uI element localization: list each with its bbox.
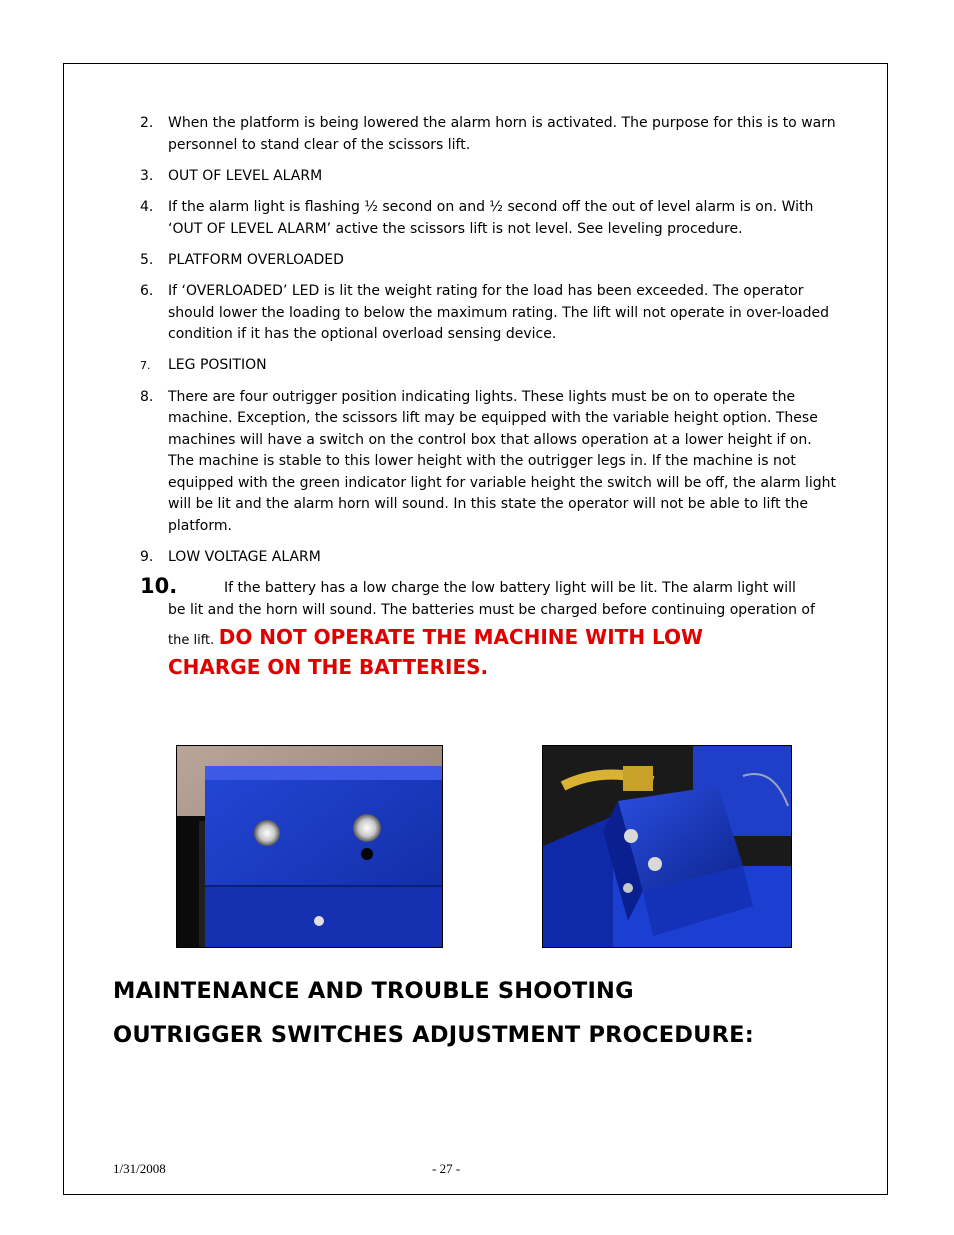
item-text: LEG POSITION (168, 357, 267, 374)
item-text: PLATFORM OVERLOADED (168, 251, 344, 268)
item-text: If ‘OVERLOADED’ LED is lit the weight rating for the load has been exceeded. The operator should lower the loading to below the maximum rating. The lift will not operate in over-loaded condition if it has the optional overload sensing device. (168, 282, 829, 343)
list-item (140, 250, 840, 272)
item-text-line (140, 622, 840, 652)
warning-text: DO NOT OPERATE THE MACHINE WITH LOW (218, 624, 704, 649)
item-number: 2. (140, 115, 154, 131)
list-item (140, 547, 840, 569)
switch-photo-angled (542, 745, 792, 948)
list-item (140, 387, 840, 538)
item-text: OUT OF LEVEL ALARM (168, 167, 323, 184)
item-number: 8. (140, 388, 154, 405)
item-text-line: If the battery has a low charge the low battery light will be lit. The alarm light will (224, 580, 796, 597)
switch-photo-front (176, 745, 443, 948)
item-text: If the alarm light is flashing ½ second on and ½ second off the out of level alarm is on. With ‘OUT OF LEVEL ALARM’ active the scissors lift is not level. See leveling procedure. (168, 198, 814, 237)
switch-photo-front-image (177, 746, 443, 948)
item-text: There are four outrigger position indicating lights. These lights must be on to operate the machine. Exception, the scissors lift may be equipped with the variable height option. These machines will have a switch on the control box that allows operation at a lower height if on. The machine is stable to this lower height with the outrigger legs in. If the machine is not equipped with the green indicator light for variable height the switch will be off, the alarm light will be lit and the alarm horn will sound. In this state the operator will not be able to lift the platform. (168, 388, 837, 535)
item-number: 3. (140, 167, 154, 184)
list-item (140, 113, 840, 156)
list-item (140, 281, 840, 346)
item-text-line: be lit and the horn will sound. The batteries must be charged before continuing operation of (168, 602, 815, 619)
item-text-end: the lift. (168, 632, 215, 648)
switch-photo-angled-image (543, 746, 792, 948)
instruction-list (140, 113, 840, 682)
list-item (140, 355, 840, 377)
warning-text: CHARGE ON THE BATTERIES. (168, 654, 489, 679)
footer-date: 1/31/2008 (113, 1161, 166, 1176)
item-text: LOW VOLTAGE ALARM (168, 549, 321, 566)
item-number: 9. (140, 549, 154, 566)
item-number: 10. (140, 574, 178, 599)
item-text: When the platform is being lowered the alarm horn is activated. The purpose for this is to warn personnel to stand clear of the scissors lift. (168, 115, 836, 153)
page-number: - 27 - (432, 1161, 461, 1176)
item-number: 6. (140, 282, 154, 299)
section-heading: MAINTENANCE AND TROUBLE SHOOTING (113, 978, 634, 1004)
list-item (140, 197, 840, 240)
item-number: 7. (140, 359, 151, 373)
list-item-10 (140, 574, 840, 681)
item-number: 4. (140, 198, 154, 215)
item-number: 5. (140, 251, 154, 268)
section-heading: OUTRIGGER SWITCHES ADJUSTMENT PROCEDURE: (113, 1022, 754, 1048)
list-item (140, 166, 840, 188)
